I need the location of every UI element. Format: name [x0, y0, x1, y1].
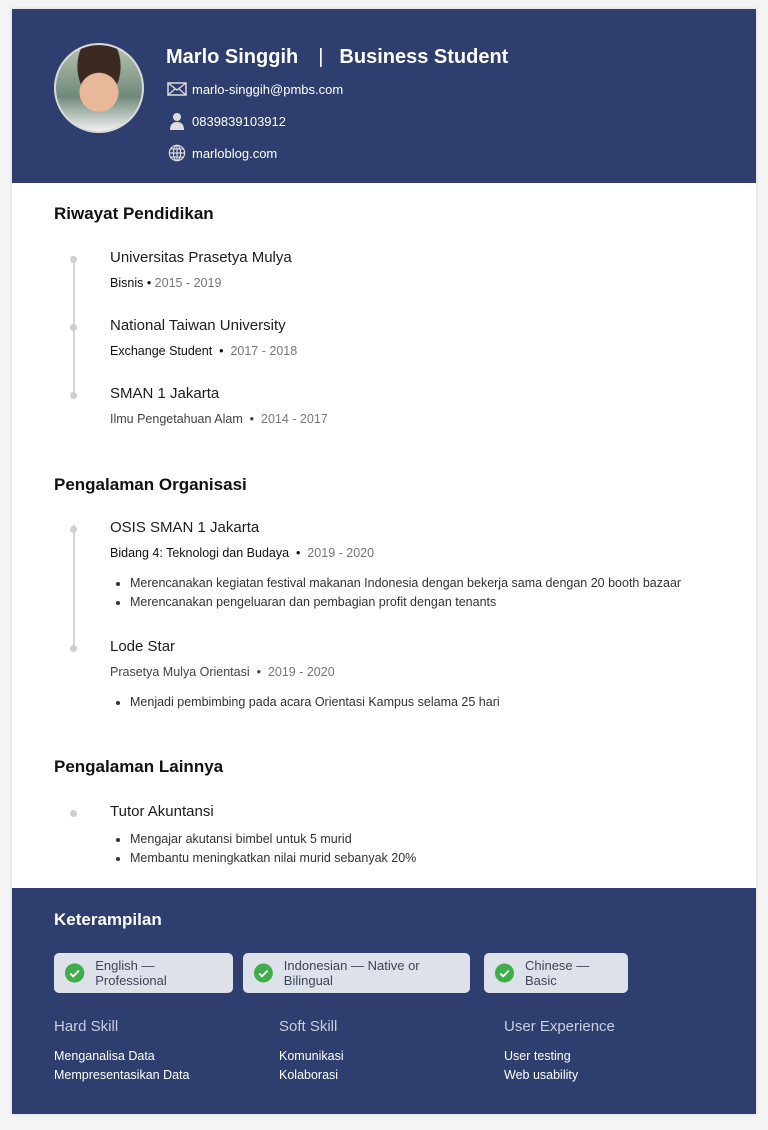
- check-badge-icon: [64, 962, 85, 984]
- timeline-dot: [70, 392, 77, 399]
- website-row: [167, 144, 277, 162]
- name: Marlo Singgih: [166, 46, 299, 68]
- check-badge-icon: [253, 962, 274, 984]
- email-row: [167, 80, 343, 98]
- column-heading: Soft Skill: [279, 1018, 338, 1035]
- check-badge-icon: [494, 962, 515, 984]
- skill-column: [504, 1018, 615, 1084]
- timeline-dot: [70, 324, 77, 331]
- timeline-dot: [70, 810, 77, 817]
- skill-item: Menganalisa Data: [54, 1049, 155, 1063]
- avatar: [54, 43, 144, 133]
- language-label: Indonesian — Native or Bilingual: [283, 958, 420, 988]
- phone-row: [167, 112, 286, 130]
- skill-column: [54, 1018, 189, 1084]
- organization-section: [54, 475, 734, 709]
- item-field: Prasetya Mulya Orientasi: [110, 665, 250, 679]
- separator: |: [318, 46, 324, 68]
- item-title: Tutor Akuntansi: [110, 803, 214, 820]
- item-field: Ilmu Pengetahuan Alam: [110, 412, 243, 426]
- organization-item: OSIS SMAN 1 Jakarta Bidang 4: Teknologi dan Budaya • 2019 - 2020 • Merencanakan kegiatan festival makanan Indonesia dengan bekerja sama dengan 20 booth bazaar • Merencanakan pengeluaran dan pembagian profit dengan tenants: [110, 519, 750, 611]
- section-heading: Pengalaman Organisasi: [54, 475, 247, 494]
- item-date: 2017 - 2018: [230, 344, 298, 358]
- bullet: • Membantu meningkatkan nilai murid sebanyak 20%: [130, 849, 750, 868]
- skill-item: Kolaborasi: [279, 1067, 339, 1082]
- bullet: • Menjadi pembimbing pada acara Orientasi Kampus selama 25 hari: [130, 693, 750, 712]
- other-item: [110, 803, 750, 867]
- mail-icon: [167, 80, 187, 98]
- timeline-dot: [70, 645, 77, 652]
- email[interactable]: marlo-singgih@pmbs.com: [192, 81, 344, 97]
- item-date: 2015 - 2019: [154, 276, 222, 290]
- timeline-dot: [70, 526, 77, 533]
- item-date: 2019 - 2020: [267, 665, 335, 679]
- item-field: Bisnis: [110, 276, 144, 290]
- bullet: • Mengajar akutansi bimbel untuk 5 murid: [130, 830, 750, 849]
- section-heading: Riwayat Pendidikan: [54, 204, 214, 223]
- timeline-dot: [70, 256, 77, 263]
- skill-column: [279, 1018, 344, 1084]
- language-chip: [54, 953, 233, 993]
- globe-icon: [167, 144, 187, 162]
- item-title: OSIS SMAN 1 Jakarta: [110, 519, 260, 536]
- column-heading: User Experience: [504, 1018, 615, 1035]
- item-title: National Taiwan University: [110, 317, 286, 334]
- resume-card: [12, 9, 756, 1114]
- phone: 0839839103912: [192, 113, 286, 129]
- name-title: [166, 46, 508, 69]
- column-heading: Hard Skill: [54, 1018, 119, 1035]
- person-icon: [167, 112, 187, 130]
- language-chip: [243, 953, 470, 993]
- skill-item: Web usability: [504, 1067, 579, 1082]
- bullet: • Merencanakan kegiatan festival makanan Indonesia dengan bekerja sama dengan 20 booth bazaar: [130, 574, 750, 593]
- education-section: [54, 204, 734, 426]
- item-date: 2014 - 2017: [261, 412, 328, 426]
- resume-header: [12, 9, 756, 183]
- education-item: SMAN 1 Jakarta Ilmu Pengetahuan Alam • 2014 - 2017: [110, 385, 750, 426]
- website[interactable]: marloblog.com: [192, 145, 278, 161]
- section-heading: Keterampilan: [54, 910, 162, 929]
- education-item: National Taiwan University Exchange Student • 2017 - 2018: [110, 317, 750, 358]
- item-title: Universitas Prasetya Mulya: [110, 249, 292, 266]
- skills-section: [12, 888, 756, 1114]
- item-field: Exchange Student: [110, 344, 213, 358]
- other-section: [54, 757, 734, 865]
- skill-item: User testing: [504, 1049, 571, 1063]
- language-label: Chinese — Basic: [524, 958, 590, 988]
- timeline-line: [73, 525, 75, 648]
- item-title: Lode Star: [110, 638, 176, 655]
- role: Business Student: [339, 46, 509, 68]
- bullet: • Merencanakan pengeluaran dan pembagian profit dengan tenants: [130, 593, 750, 612]
- section-heading: Pengalaman Lainnya: [54, 757, 224, 776]
- language-label: English — Professional: [95, 958, 167, 988]
- item-title: SMAN 1 Jakarta: [110, 385, 220, 402]
- skill-item: Komunikasi: [279, 1049, 344, 1063]
- organization-item: Lode Star Prasetya Mulya Orientasi • 2019 - 2020 • Menjadi pembimbing pada acara Orientasi Kampus selama 25 hari: [110, 638, 750, 712]
- item-field: Bidang 4: Teknologi dan Budaya: [110, 546, 290, 560]
- language-chip: [484, 953, 628, 993]
- skill-item: Mempresentasikan Data: [54, 1067, 190, 1082]
- education-item: Universitas Prasetya Mulya Bisnis • 2015 - 2019: [110, 249, 750, 290]
- item-date: 2019 - 2020: [307, 546, 375, 560]
